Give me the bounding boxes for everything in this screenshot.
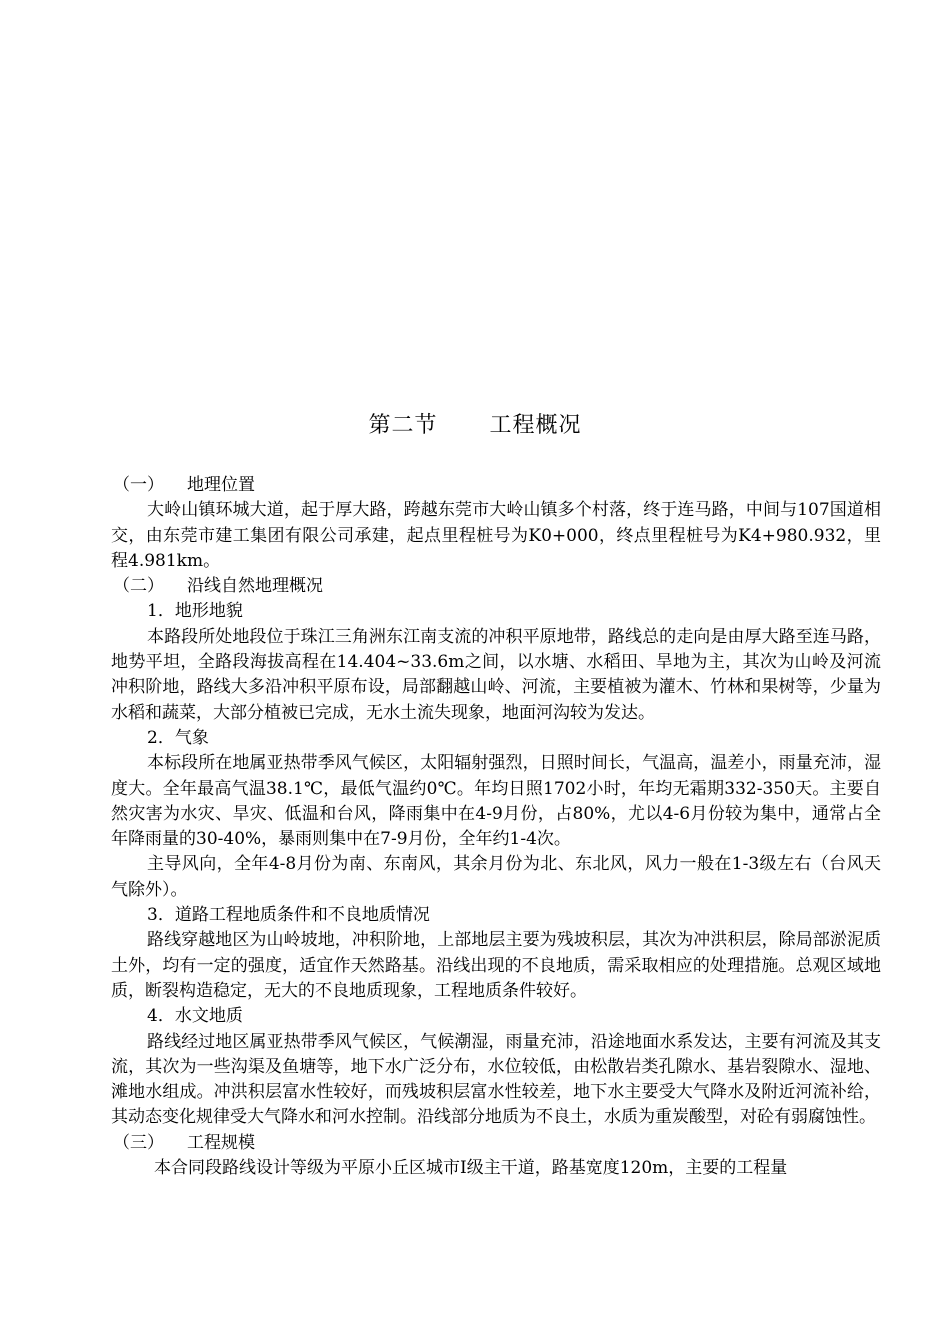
document-body xyxy=(111,473,881,1181)
paragraph-terrain: 本路段所处地段位于珠江三角洲东江南支流的冲积平原地带，路线总的走向是由厚大路至连马路，地势平坦，全路段海拔高程在14.404~33.6m之间，以水塘、水稻田、旱地为主，其次为山岭及河流冲积阶地，路线大多沿冲积平原布设，局部翻越山岭、河流，主要植被为灌木、竹林和果树等，少量为水稻和蔬菜，大部分植被已完成，无水土流失现象，地面河沟较为发达。 xyxy=(111,626,881,723)
paragraph-project-scale: 本合同段路线设计等级为平原小丘区城市Ⅰ级主干道，路基宽度120m，主要的工程量 xyxy=(154,1158,788,1179)
heading-natural-geography: （二） 沿线自然地理概况 xyxy=(113,576,323,597)
heading-project-scale: （三） 工程规模 xyxy=(113,1132,255,1153)
paragraph-wind: 主导风向，全年4-8月份为南、东南风，其余月份为北、东北风，风力一般在1-3级左右（台风天气除外）。 xyxy=(111,854,881,900)
paragraph-geo-location: 大岭山镇环城大道，起于厚大路，跨越东莞市大岭山镇多个村落，终于连马路，中间与107国道相交，由东莞市建工集团有限公司承建，起点里程桩号为K0+000，终点里程桩号为K4+980.932，里程4.981km。 xyxy=(111,500,881,571)
section-title xyxy=(0,408,950,439)
subheading-climate: 2．气象 xyxy=(147,727,209,748)
subheading-hydrogeology: 4．水文地质 xyxy=(147,1006,243,1027)
paragraph-climate: 本标段所在地属亚热带季风气候区，太阳辐射强烈，日照时间长，气温高，温差小，雨量充沛，湿度大。全年最高气温38.1℃，最低气温约0℃。年均日照1702小时，年均无霜期332-350天。主要自然灾害为水灾、旱灾、低温和台风，降雨集中在4-9月份，占80%，尤以4-6月份较为集中，通常占全年降雨量的30-40%，暴雨则集中在7-9月份，全年约1-4次。 xyxy=(111,753,881,850)
subheading-terrain: 1．地形地貌 xyxy=(147,601,243,622)
subheading-geology: 3．道路工程地质条件和不良地质情况 xyxy=(147,905,430,926)
section-title-number: 第二节 xyxy=(368,413,438,438)
paragraph-geology: 路线穿越地区为山岭坡地，冲积阶地，上部地层主要为残坡积层，其次为冲洪积层，除局部淤泥质土外，均有一定的强度，适宜作天然路基。沿线出现的不良地质，需采取相应的处理措施。总观区域地质，断裂构造稳定，无大的不良地质现象，工程地质条件较好。 xyxy=(111,930,881,1001)
section-title-text: 工程概况 xyxy=(489,413,582,438)
heading-geo-location: （一） 地理位置 xyxy=(113,475,255,495)
paragraph-hydrogeology: 路线经过地区属亚热带季风气候区，气候潮湿，雨量充沛，沿途地面水系发达，主要有河流及其支流，其次为一些沟渠及鱼塘等，地下水广泛分布，水位较低，由松散岩类孔隙水、基岩裂隙水、湿地、滩地水组成。冲洪积层富水性较好，而残坡积层富水性较差，地下水主要受大气降水及附近河流补给，其动态变化规律受大气降水和河水控制。沿线部分地质为不良土，水质为重炭酸型，对砼有弱腐蚀性。 xyxy=(111,1031,881,1128)
